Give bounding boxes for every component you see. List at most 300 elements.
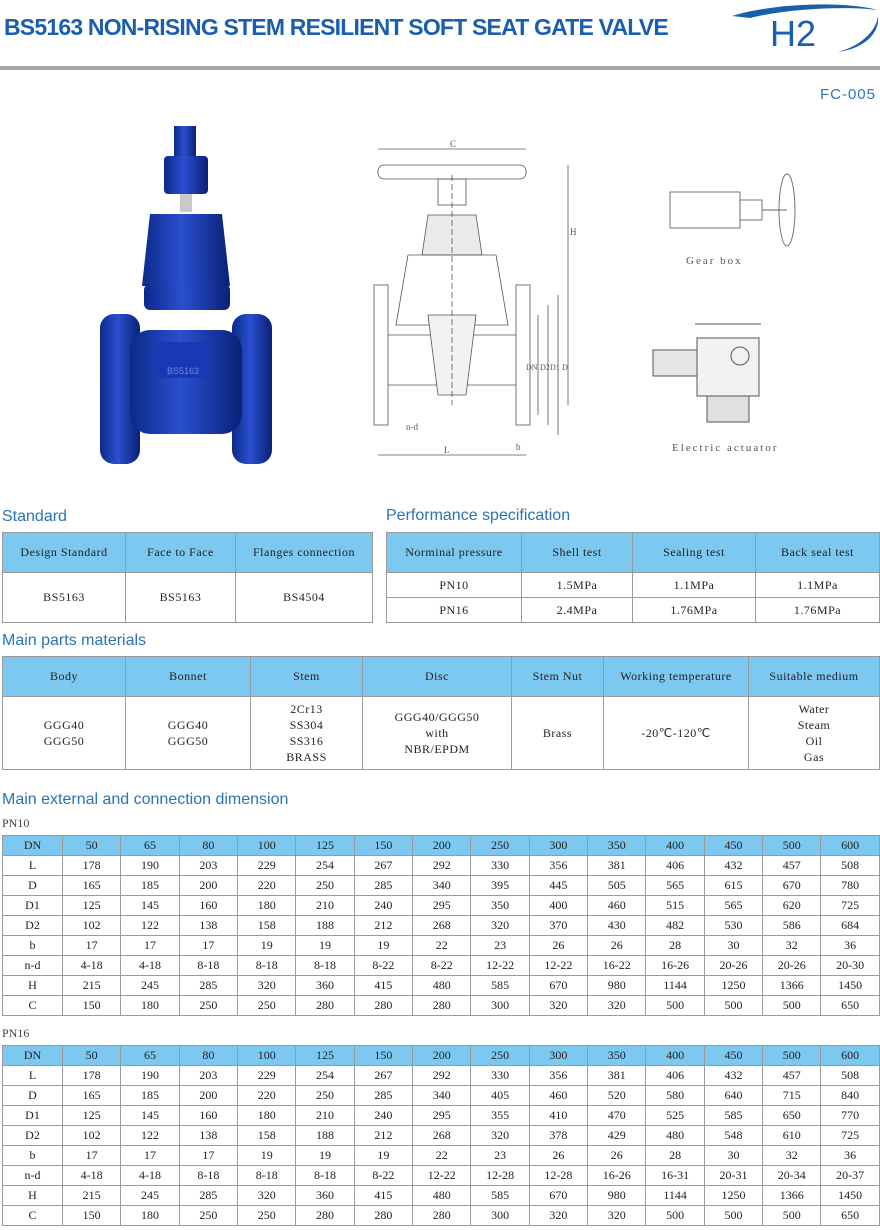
perf-cell: PN10: [387, 573, 522, 598]
dim-row-label: D2: [3, 916, 63, 936]
perf-cell: 1.1MPa: [756, 573, 880, 598]
dim-cell: 17: [121, 936, 179, 956]
dim-cell: 12-22: [529, 956, 587, 976]
dim-cell: 355: [471, 1106, 529, 1126]
dim-cell: 8-22: [354, 956, 412, 976]
dim-header-cell: 600: [821, 836, 879, 856]
dim-cell: 122: [121, 916, 179, 936]
page-title: BS5163 NON-RISING STEM RESILIENT SOFT SEAT GATE VALVE: [4, 14, 668, 40]
dim-cell: 160: [179, 896, 237, 916]
dim-cell: 500: [704, 1206, 762, 1226]
table-row: [3, 1146, 880, 1166]
table-row: [3, 1086, 880, 1106]
dim-d1: D1: [550, 363, 560, 372]
dim-cell: 585: [471, 1186, 529, 1206]
dim-cell: 770: [821, 1106, 879, 1126]
dim-cell: 16-31: [646, 1166, 704, 1186]
dim-cell: 470: [588, 1106, 646, 1126]
dim-cell: 215: [63, 1186, 121, 1206]
dim-header-cell: 600: [821, 1046, 879, 1066]
dim-cell: 26: [588, 936, 646, 956]
dim-cell: 650: [763, 1106, 821, 1126]
dim-header-row: [3, 1046, 880, 1066]
dim-cell: 12-28: [529, 1166, 587, 1186]
dim-row-label: H: [3, 976, 63, 996]
dim-cell: 280: [354, 996, 412, 1016]
dim-cell: 188: [296, 916, 354, 936]
dim-cell: 340: [413, 876, 471, 896]
dim-cell: 12-22: [413, 1166, 471, 1186]
mat-line: Oil: [805, 734, 823, 748]
dim-cell: 125: [63, 1106, 121, 1126]
dim-cell: 36: [821, 936, 879, 956]
dim-cell: 330: [471, 1066, 529, 1086]
dim-cell: 16-26: [588, 1166, 646, 1186]
table-row: [3, 1186, 880, 1206]
mat-header-stem-nut: Stem Nut: [512, 657, 604, 697]
dim-cell: 285: [354, 876, 412, 896]
dim-cell: 320: [471, 1126, 529, 1146]
product-code: FC-005: [819, 86, 876, 103]
dim-cell: 415: [354, 1186, 412, 1206]
dim-cell: 520: [588, 1086, 646, 1106]
performance-table: [386, 532, 880, 623]
table-row: [3, 1106, 880, 1126]
dim-cell: 640: [704, 1086, 762, 1106]
dim-cell: 432: [704, 1066, 762, 1086]
dim-cell: 229: [238, 1066, 296, 1086]
mat-line: with: [425, 726, 449, 740]
dim-cell: 250: [179, 1206, 237, 1226]
pn16-label: PN16: [2, 1026, 30, 1040]
dim-cell: 203: [179, 1066, 237, 1086]
dim-cell: 4-18: [121, 1166, 179, 1186]
logo-text: H2: [770, 13, 817, 54]
dim-cell: 19: [296, 936, 354, 956]
table-row: [3, 996, 880, 1016]
dim-cell: 8-18: [296, 956, 354, 976]
performance-heading: Performance specification: [386, 507, 571, 524]
dim-c: C: [450, 139, 457, 149]
mat-header-suitable-medium: Suitable medium: [749, 657, 880, 697]
dim-header-cell: 100: [238, 1046, 296, 1066]
mat-stem-nut: [512, 697, 604, 770]
perf-cell: 1.5MPa: [522, 573, 633, 598]
dim-cell: 250: [296, 876, 354, 896]
mat-bonnet: [126, 697, 251, 770]
dim-cell: 240: [354, 896, 412, 916]
dim-cell: 22: [413, 936, 471, 956]
dim-cell: 330: [471, 856, 529, 876]
dim-header-cell: 125: [296, 1046, 354, 1066]
dim-cell: 482: [646, 916, 704, 936]
dim-cell: 19: [238, 1146, 296, 1166]
dim-cell: 180: [121, 996, 179, 1016]
dim-cell: 840: [821, 1086, 879, 1106]
dim-row-label: D1: [3, 896, 63, 916]
dim-cell: 508: [821, 1066, 879, 1086]
dim-cell: 432: [704, 856, 762, 876]
mat-working-temperature: [604, 697, 749, 770]
table-row: [3, 936, 880, 956]
dim-cell: 620: [763, 896, 821, 916]
dim-cell: 395: [471, 876, 529, 896]
mat-line: BRASS: [286, 750, 327, 764]
dim-header-cell: 50: [63, 1046, 121, 1066]
dim-cell: 32: [763, 1146, 821, 1166]
dim-d2: D2: [540, 363, 550, 372]
table-row: [3, 916, 880, 936]
dim-header-cell: 500: [763, 1046, 821, 1066]
standard-header-face: Face to Face: [126, 533, 236, 573]
dim-header-cell: 200: [413, 836, 471, 856]
dim-cell: 585: [704, 1106, 762, 1126]
materials-table: [2, 656, 880, 770]
dim-b: b: [516, 442, 521, 452]
dim-cell: 215: [63, 976, 121, 996]
dim-header-cell: 150: [354, 836, 412, 856]
dim-cell: 254: [296, 856, 354, 876]
dim-cell: 1144: [646, 976, 704, 996]
dim-cell: 210: [296, 896, 354, 916]
dim-cell: 19: [354, 936, 412, 956]
dim-cell: 292: [413, 1066, 471, 1086]
technical-drawing: [368, 135, 588, 465]
dim-cell: 320: [588, 996, 646, 1016]
dim-cell: 360: [296, 1186, 354, 1206]
dim-cell: 17: [179, 936, 237, 956]
dim-cell: 500: [763, 1206, 821, 1226]
dim-cell: 200: [179, 876, 237, 896]
dim-cell: 1250: [704, 976, 762, 996]
dim-cell: 980: [588, 976, 646, 996]
dim-cell: 122: [121, 1126, 179, 1146]
mat-line: GGG50: [43, 734, 85, 748]
dim-cell: 20-31: [704, 1166, 762, 1186]
pn10-dimension-table: [2, 835, 880, 1016]
standard-value-flanges: BS4504: [236, 573, 373, 623]
dim-cell: 280: [413, 996, 471, 1016]
gear-box-label: Gear box: [686, 255, 743, 267]
dim-cell: 280: [354, 1206, 412, 1226]
mat-line: NBR/EPDM: [404, 742, 470, 756]
perf-header-sealing: Sealing test: [633, 533, 756, 573]
dim-cell: 17: [63, 1146, 121, 1166]
perf-cell: 1.76MPa: [633, 598, 756, 623]
dim-header-row: [3, 836, 880, 856]
dim-cell: 185: [121, 1086, 179, 1106]
dim-cell: 320: [238, 1186, 296, 1206]
dim-cell: 684: [821, 916, 879, 936]
dim-cell: 23: [471, 936, 529, 956]
dim-cell: 615: [704, 876, 762, 896]
dim-cell: 190: [121, 1066, 179, 1086]
dim-cell: 250: [238, 1206, 296, 1226]
dim-cell: 725: [821, 1126, 879, 1146]
dim-row-label: b: [3, 936, 63, 956]
dim-cell: 670: [529, 1186, 587, 1206]
dim-cell: 285: [179, 1186, 237, 1206]
dim-row-label: C: [3, 996, 63, 1016]
dim-row-label: b: [3, 1146, 63, 1166]
dim-cell: 267: [354, 1066, 412, 1086]
dim-cell: 8-22: [413, 956, 471, 976]
dim-cell: 150: [63, 1206, 121, 1226]
dim-cell: 188: [296, 1126, 354, 1146]
dim-cell: 1366: [763, 976, 821, 996]
dim-header-cell: 80: [179, 1046, 237, 1066]
dim-cell: 715: [763, 1086, 821, 1106]
dim-h: H: [570, 227, 577, 237]
mat-stem: [251, 697, 363, 770]
dim-cell: 165: [63, 1086, 121, 1106]
mat-line: Gas: [803, 750, 825, 764]
dim-cell: 406: [646, 856, 704, 876]
table-row: [3, 976, 880, 996]
table-row: [3, 896, 880, 916]
dim-row-label: D2: [3, 1126, 63, 1146]
dim-cell: 500: [763, 996, 821, 1016]
dim-cell: 480: [413, 1186, 471, 1206]
dim-cell: 586: [763, 916, 821, 936]
table-row: [3, 956, 880, 976]
mat-line: SS304: [289, 718, 324, 732]
materials-heading: Main parts materials: [2, 632, 147, 649]
dim-cell: 580: [646, 1086, 704, 1106]
dim-cell: 670: [529, 976, 587, 996]
dim-row-label: D: [3, 1086, 63, 1106]
dim-cell: 160: [179, 1106, 237, 1126]
dim-cell: 125: [63, 896, 121, 916]
dim-cell: 28: [646, 936, 704, 956]
perf-cell: PN16: [387, 598, 522, 623]
dim-cell: 26: [588, 1146, 646, 1166]
dim-cell: 250: [296, 1086, 354, 1106]
perf-cell: 1.1MPa: [633, 573, 756, 598]
dim-row-label: n-d: [3, 956, 63, 976]
dim-cell: 780: [821, 876, 879, 896]
dim-cell: 480: [413, 976, 471, 996]
dim-row-label: D1: [3, 1106, 63, 1126]
dim-cell: 292: [413, 856, 471, 876]
dim-row-label: L: [3, 1066, 63, 1086]
dim-cell: 20-37: [821, 1166, 879, 1186]
dim-cell: 410: [529, 1106, 587, 1126]
dim-cell: 285: [354, 1086, 412, 1106]
dim-cell: 1250: [704, 1186, 762, 1206]
dim-cell: 17: [121, 1146, 179, 1166]
dim-cell: 320: [529, 996, 587, 1016]
mat-line: 2Cr13: [290, 702, 323, 716]
dim-cell: 4-18: [63, 956, 121, 976]
dim-header-cell: 65: [121, 836, 179, 856]
perf-cell: 1.76MPa: [756, 598, 880, 623]
dim-cell: 360: [296, 976, 354, 996]
dim-cell: 460: [588, 896, 646, 916]
valve-photo: [92, 118, 282, 478]
dim-header-cell: 350: [588, 836, 646, 856]
dim-cell: 370: [529, 916, 587, 936]
dim-cell: 300: [471, 996, 529, 1016]
dim-header-cell: 350: [588, 1046, 646, 1066]
mat-line: Water: [798, 702, 830, 716]
dim-cell: 240: [354, 1106, 412, 1126]
dim-cell: 26: [529, 1146, 587, 1166]
dim-cell: 102: [63, 916, 121, 936]
dim-cell: 250: [238, 996, 296, 1016]
mat-line: SS316: [289, 734, 324, 748]
dim-row-label: L: [3, 856, 63, 876]
electric-actuator-drawing: [645, 318, 775, 428]
dim-cell: 19: [238, 936, 296, 956]
dim-cell: 203: [179, 856, 237, 876]
mat-line: -20℃-120℃: [641, 726, 711, 740]
table-row: [3, 1066, 880, 1086]
dim-header-cell: 450: [704, 1046, 762, 1066]
dim-cell: 200: [179, 1086, 237, 1106]
dim-header-cell: 500: [763, 836, 821, 856]
dim-cell: 30: [704, 1146, 762, 1166]
dim-cell: 19: [296, 1146, 354, 1166]
mat-line: Steam: [797, 718, 831, 732]
dim-cell: 320: [588, 1206, 646, 1226]
photo-marking: BS5163: [166, 366, 200, 376]
dim-row-label: H: [3, 1186, 63, 1206]
dim-cell: 23: [471, 1146, 529, 1166]
dim-cell: 515: [646, 896, 704, 916]
dim-cell: 17: [179, 1146, 237, 1166]
mat-line: Brass: [542, 726, 573, 740]
standard-header-design: Design Standard: [3, 533, 126, 573]
dim-cell: 268: [413, 916, 471, 936]
dim-header-cell: 100: [238, 836, 296, 856]
dim-cell: 28: [646, 1146, 704, 1166]
dim-header-cell: DN: [3, 1046, 63, 1066]
dim-cell: 1144: [646, 1186, 704, 1206]
dim-cell: 565: [646, 876, 704, 896]
dim-cell: 138: [179, 916, 237, 936]
standard-value-face: BS5163: [126, 573, 236, 623]
dim-header-cell: 250: [471, 836, 529, 856]
dim-cell: 610: [763, 1126, 821, 1146]
dim-cell: 530: [704, 916, 762, 936]
dim-cell: 280: [296, 996, 354, 1016]
dim-cell: 1366: [763, 1186, 821, 1206]
dim-cell: 229: [238, 856, 296, 876]
dim-cell: 254: [296, 1066, 354, 1086]
mat-line: GGG50: [167, 734, 209, 748]
table-row: [3, 876, 880, 896]
dim-cell: 500: [704, 996, 762, 1016]
dim-cell: 8-18: [179, 1166, 237, 1186]
dim-header-cell: 65: [121, 1046, 179, 1066]
dim-l: L: [444, 445, 450, 455]
dim-cell: 457: [763, 1066, 821, 1086]
dim-cell: 220: [238, 876, 296, 896]
dim-cell: 20-34: [763, 1166, 821, 1186]
dim-cell: 320: [471, 916, 529, 936]
dim-header-cell: 80: [179, 836, 237, 856]
dim-header-cell: 250: [471, 1046, 529, 1066]
dim-header-cell: 50: [63, 836, 121, 856]
dim-cell: 17: [63, 936, 121, 956]
standard-table: [2, 532, 373, 623]
mat-line: GGG40: [167, 718, 209, 732]
table-row: [3, 1126, 880, 1146]
dim-cell: 429: [588, 1126, 646, 1146]
dim-cell: 4-18: [121, 956, 179, 976]
mat-header-bonnet: Bonnet: [126, 657, 251, 697]
dim-cell: 26: [529, 936, 587, 956]
dim-cell: 180: [121, 1206, 179, 1226]
dim-header-cell: 200: [413, 1046, 471, 1066]
table-row: [3, 1166, 880, 1186]
dim-cell: 295: [413, 1106, 471, 1126]
dim-cell: 32: [763, 936, 821, 956]
dim-cell: 145: [121, 1106, 179, 1126]
dim-cell: 138: [179, 1126, 237, 1146]
dim-cell: 356: [529, 856, 587, 876]
dim-cell: 725: [821, 896, 879, 916]
dim-cell: 285: [179, 976, 237, 996]
header-divider: [0, 66, 880, 70]
dim-header-cell: 300: [529, 1046, 587, 1066]
dim-row-label: n-d: [3, 1166, 63, 1186]
perf-header-back-seal: Back seal test: [756, 533, 880, 573]
dim-cell: 565: [704, 896, 762, 916]
dim-cell: 381: [588, 856, 646, 876]
dim-cell: 8-18: [179, 956, 237, 976]
dim-cell: 460: [529, 1086, 587, 1106]
dim-cell: 8-18: [238, 956, 296, 976]
dim-cell: 245: [121, 1186, 179, 1206]
dim-header-cell: 400: [646, 836, 704, 856]
dim-cell: 12-28: [471, 1166, 529, 1186]
standard-heading: Standard: [2, 508, 67, 525]
dim-cell: 16-22: [588, 956, 646, 976]
dim-cell: 980: [588, 1186, 646, 1206]
dim-cell: 36: [821, 1146, 879, 1166]
dim-header-cell: DN: [3, 836, 63, 856]
table-row: [3, 856, 880, 876]
dim-cell: 378: [529, 1126, 587, 1146]
dim-cell: 508: [821, 856, 879, 876]
dim-cell: 320: [238, 976, 296, 996]
dim-cell: 16-26: [646, 956, 704, 976]
dim-cell: 1450: [821, 1186, 879, 1206]
mat-header-disc: Disc: [363, 657, 512, 697]
mat-header-working-temperature: Working temperature: [604, 657, 749, 697]
dim-cell: 295: [413, 896, 471, 916]
dim-cell: 4-18: [63, 1166, 121, 1186]
dim-cell: 500: [646, 996, 704, 1016]
standard-header-flanges: Flanges connection: [236, 533, 373, 573]
dim-cell: 525: [646, 1106, 704, 1126]
dim-nd: n-d: [406, 422, 418, 432]
perf-row: [387, 573, 880, 598]
mat-header-stem: Stem: [251, 657, 363, 697]
dim-row-label: C: [3, 1206, 63, 1226]
dim-header-cell: 400: [646, 1046, 704, 1066]
dim-cell: 165: [63, 876, 121, 896]
mat-header-body: Body: [3, 657, 126, 697]
dim-cell: 415: [354, 976, 412, 996]
pn16-dimension-table: [2, 1045, 880, 1226]
dim-cell: 300: [471, 1206, 529, 1226]
dim-d: D: [562, 363, 568, 372]
dim-cell: 102: [63, 1126, 121, 1146]
dim-cell: 320: [529, 1206, 587, 1226]
